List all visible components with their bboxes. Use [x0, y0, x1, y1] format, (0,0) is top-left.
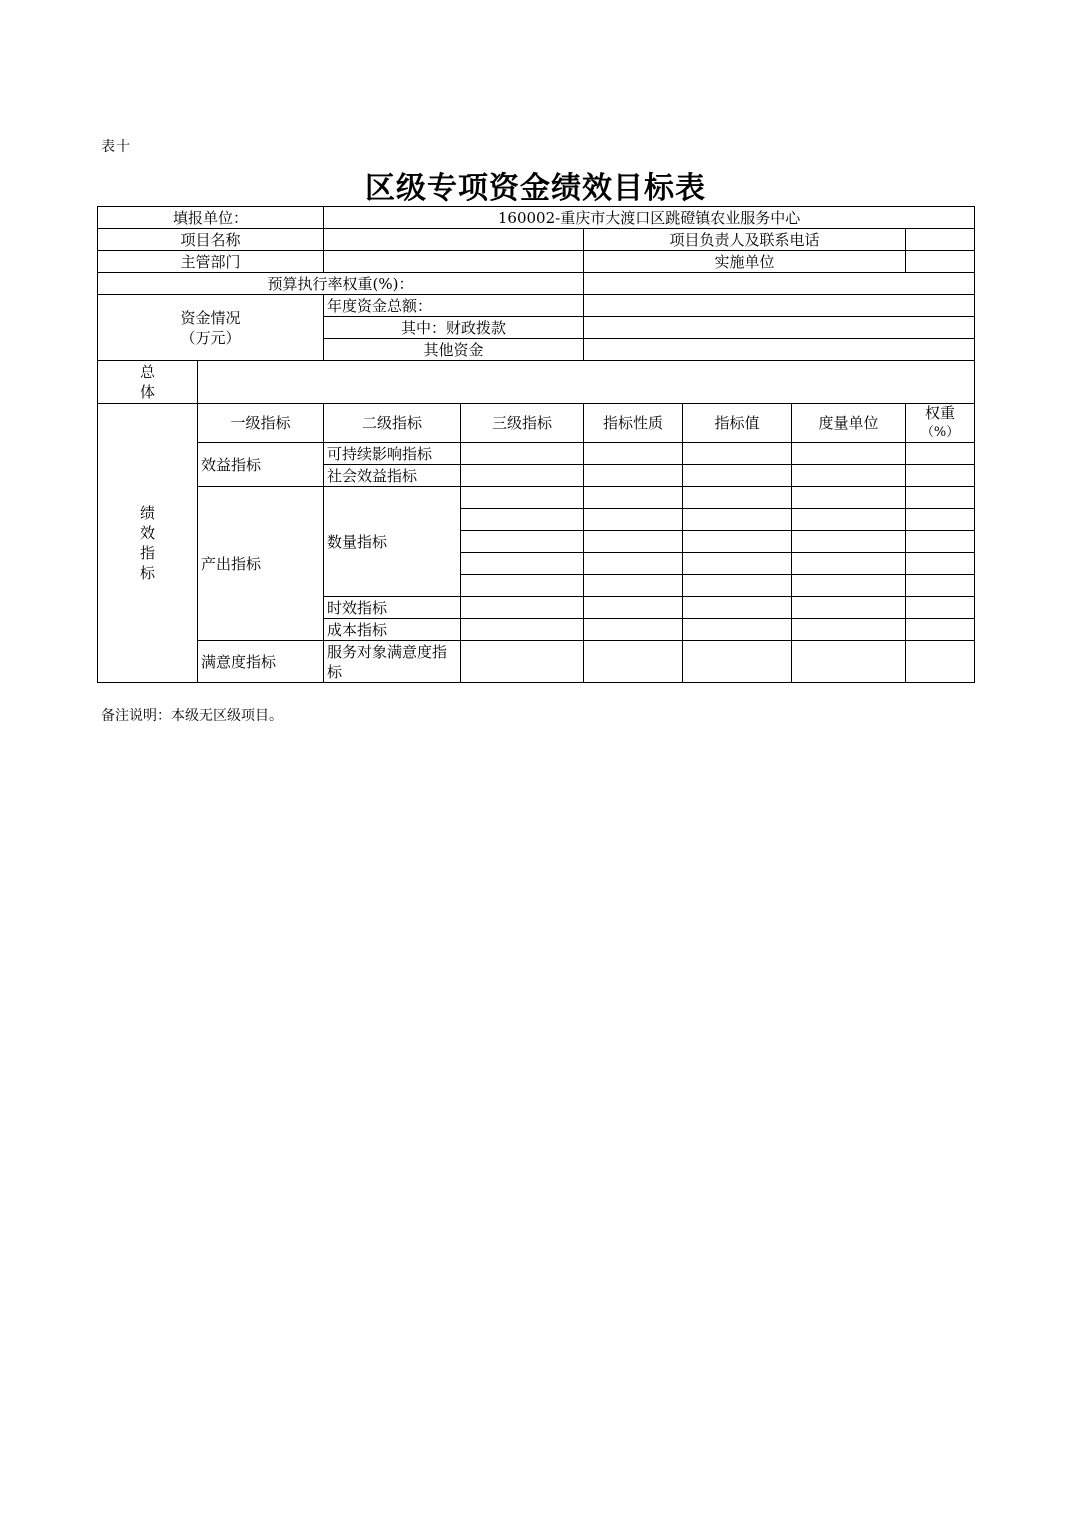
- table-number-label: 表十: [101, 139, 131, 155]
- row-indicator-headers: [98, 404, 975, 443]
- project-name-value[interactable]: [324, 229, 584, 251]
- funds-label-cell: [98, 295, 324, 361]
- implementing-unit-value[interactable]: [906, 251, 975, 273]
- cell-unit[interactable]: [792, 509, 906, 531]
- fiscal-allocation-label: 其中：财政拨款: [324, 317, 584, 339]
- cell-value[interactable]: [683, 597, 792, 619]
- implementing-unit-label: 实施单位: [584, 251, 906, 273]
- cell-nature[interactable]: [584, 509, 683, 531]
- budget-rate-value[interactable]: [584, 273, 975, 295]
- header-weight-unit: （%）: [920, 425, 960, 440]
- cell-weight[interactable]: [906, 487, 975, 509]
- project-name-label: 项目名称: [98, 229, 324, 251]
- cell-nature[interactable]: [584, 487, 683, 509]
- reporting-unit-label: 填报单位：: [98, 207, 324, 229]
- indicators-side-label: [98, 404, 198, 683]
- annual-total-label: 年度资金总额：: [324, 295, 584, 317]
- cell-unit[interactable]: [792, 641, 906, 683]
- cell-unit[interactable]: [792, 465, 906, 487]
- social-benefit-label: 社会效益指标: [324, 465, 461, 487]
- row-funds-total: [98, 295, 975, 317]
- cell-unit[interactable]: [792, 531, 906, 553]
- cell-weight[interactable]: [906, 553, 975, 575]
- row-reporting-unit: [98, 207, 975, 229]
- cell-unit[interactable]: [792, 553, 906, 575]
- cell-unit[interactable]: [792, 443, 906, 465]
- row-department: [98, 251, 975, 273]
- cell-weight[interactable]: [906, 575, 975, 597]
- other-funds-value[interactable]: [584, 339, 975, 361]
- page-title: 区级专项资金绩效目标表: [365, 171, 706, 206]
- header-value: 指标值: [683, 404, 792, 443]
- header-level1: 一级指标: [198, 404, 324, 443]
- cell-level3[interactable]: [461, 619, 584, 641]
- side-char-2: 效: [139, 524, 155, 542]
- row-project-name: [98, 229, 975, 251]
- cell-level3[interactable]: [461, 465, 584, 487]
- cell-level3[interactable]: [461, 487, 584, 509]
- funds-unit: （万元）: [180, 328, 241, 347]
- contact-value[interactable]: [906, 229, 975, 251]
- remark-note: 备注说明：本级无区级项目。: [101, 708, 283, 724]
- cell-nature[interactable]: [584, 553, 683, 575]
- table-row: [98, 641, 975, 683]
- cell-level3[interactable]: [461, 553, 584, 575]
- cell-nature[interactable]: [584, 597, 683, 619]
- side-char-3: 指: [139, 544, 155, 562]
- cell-unit[interactable]: [792, 597, 906, 619]
- cell-nature[interactable]: [584, 465, 683, 487]
- cell-weight[interactable]: [906, 443, 975, 465]
- other-funds-label: 其他资金: [324, 339, 584, 361]
- satisfaction-indicator-label: 满意度指标: [198, 641, 324, 683]
- cell-level3[interactable]: [461, 575, 584, 597]
- cell-unit[interactable]: [792, 619, 906, 641]
- cell-value[interactable]: [683, 465, 792, 487]
- benefit-indicator-label: 效益指标: [198, 443, 324, 487]
- budget-rate-label: 预算执行率权重(%)：: [98, 273, 584, 295]
- cell-level3[interactable]: [461, 531, 584, 553]
- cell-level3[interactable]: [461, 597, 584, 619]
- fiscal-allocation-value[interactable]: [584, 317, 975, 339]
- cell-value[interactable]: [683, 509, 792, 531]
- row-budget-rate: [98, 273, 975, 295]
- annual-total-value[interactable]: [584, 295, 975, 317]
- cell-value[interactable]: [683, 553, 792, 575]
- row-overall: [98, 361, 975, 404]
- side-char-4: 标: [139, 564, 155, 582]
- cell-value[interactable]: [683, 641, 792, 683]
- output-indicator-label: 产出指标: [198, 487, 324, 641]
- performance-target-table: [97, 206, 975, 683]
- cell-unit[interactable]: [792, 487, 906, 509]
- cell-nature[interactable]: [584, 641, 683, 683]
- cell-weight[interactable]: [906, 641, 975, 683]
- table-row: [98, 487, 975, 509]
- cell-value[interactable]: [683, 531, 792, 553]
- cell-weight[interactable]: [906, 597, 975, 619]
- quantity-indicator-label: 数量指标: [324, 487, 461, 597]
- contact-label: 项目负责人及联系电话: [584, 229, 906, 251]
- cell-weight[interactable]: [906, 509, 975, 531]
- cell-unit[interactable]: [792, 575, 906, 597]
- service-satisfaction-label: 服务对象满意度指标: [324, 641, 461, 683]
- header-level3: 三级指标: [461, 404, 584, 443]
- overall-label-char-1: 总: [139, 363, 155, 381]
- overall-goal-value[interactable]: [198, 361, 975, 404]
- cell-level3[interactable]: [461, 641, 584, 683]
- table-row: [98, 443, 975, 465]
- cell-level3[interactable]: [461, 443, 584, 465]
- header-nature: 指标性质: [584, 404, 683, 443]
- reporting-unit-value[interactable]: 160002-重庆市大渡口区跳磴镇农业服务中心: [324, 207, 975, 229]
- cell-weight[interactable]: [906, 531, 975, 553]
- header-weight-label: 权重: [925, 404, 956, 422]
- cell-value[interactable]: [683, 619, 792, 641]
- header-weight: [906, 404, 975, 443]
- header-level2: 二级指标: [324, 404, 461, 443]
- cell-nature[interactable]: [584, 531, 683, 553]
- overall-label-char-2: 体: [139, 383, 155, 401]
- funds-label: 资金情况: [180, 308, 241, 327]
- cell-nature[interactable]: [584, 619, 683, 641]
- cell-nature[interactable]: [584, 443, 683, 465]
- timeliness-indicator-label: 时效指标: [324, 597, 461, 619]
- cell-level3[interactable]: [461, 509, 584, 531]
- department-label: 主管部门: [98, 251, 324, 273]
- cell-value[interactable]: [683, 487, 792, 509]
- cost-indicator-label: 成本指标: [324, 619, 461, 641]
- department-value[interactable]: [324, 251, 584, 273]
- cell-weight[interactable]: [906, 619, 975, 641]
- cell-weight[interactable]: [906, 465, 975, 487]
- sustainable-impact-label: 可持续影响指标: [324, 443, 461, 465]
- cell-nature[interactable]: [584, 575, 683, 597]
- header-unit: 度量单位: [792, 404, 906, 443]
- cell-value[interactable]: [683, 443, 792, 465]
- cell-value[interactable]: [683, 575, 792, 597]
- side-char-1: 绩: [139, 504, 155, 522]
- overall-label-cell: [98, 361, 198, 404]
